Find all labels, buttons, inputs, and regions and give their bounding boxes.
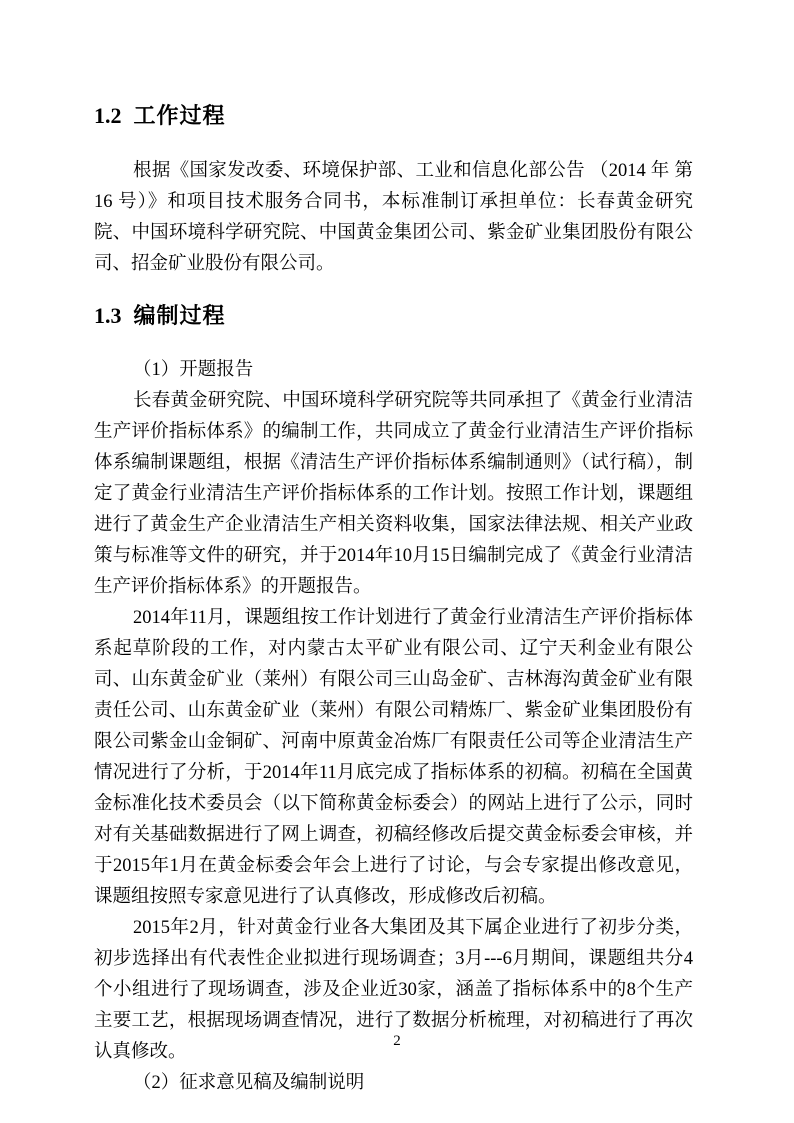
paragraph-field-survey: 2015年2月，针对黄金行业各大集团及其下属企业进行了初步分类，初步选择出有代表性企业拟进行现场调查；3月---6月期间，课题组共分4个小组进行了现场调查，涉及企业近30家，涵盖了指标体系中的8个生产主要工艺，根据现场调查情况，进行了数据分析梳理，对初稿进行了再次认真修改。 <box>94 918 693 1062</box>
section-heading-1-3 <box>94 303 226 329</box>
section-number: 1.2 <box>94 103 122 128</box>
paragraph-kickoff-report: 长春黄金研究院、中国环境科学研究院等共同承担了《黄金行业清洁生产评价指标体系》的编制工作，共同成立了黄金行业清洁生产评价指标体系编制课题组，根据《清洁生产评价指标体系编制通则》（试行稿），制定了黄金行业清洁生产评价指标体系的工作计划。按照工作计划，课题组进行了黄金生产企业清洁生产相关资料收集，国家法律法规、相关产业政策与标准等文件的研究，并于2014年10月15日编制完成了《黄金行业清洁生产评价指标体系》的开题报告。 <box>94 391 693 597</box>
section-1-3-body <box>94 355 693 1099</box>
subitem-1-label: （1）开题报告 <box>133 360 254 380</box>
section-title: 编制过程 <box>133 303 226 328</box>
section-heading-1-2 <box>94 103 226 129</box>
page-content <box>94 0 693 1123</box>
paragraph-drafting-stage: 2014年11月，课题组按工作计划进行了黄金行业清洁生产评价指标体系起草阶段的工作，对内蒙古太平矿业有限公司、辽宁天利金业有限公司、山东黄金矿业（莱州）有限公司三山岛金矿、吉林海沟黄金矿业有限责任公司、山东黄金矿业（莱州）有限公司精炼厂、紫金矿业集团股份有限公司紫金山金铜矿、河南中原黄金冶炼厂有限责任公司等企业清洁生产情况进行了分析，于2014年11月底完成了指标体系的初稿。初稿在全国黄金标准化技术委员会（以下简称黄金标委会）的网站上进行了公示，同时对有关基础数据进行了网上调查，初稿经修改后提交黄金标委会审核，并于2015年1月在黄金标委会年会上进行了讨论，与会专家提出修改意见，课题组按照专家意见进行了认真修改，形成修改后初稿。 <box>94 608 693 907</box>
section-number: 1.3 <box>94 303 122 328</box>
section-title: 工作过程 <box>133 103 226 128</box>
paragraph-work-process: 根据《国家发改委、环境保护部、工业和信息化部公告 （2014 年 第 16 号）》和项目技术服务合同书，本标准制订承担单位：长春黄金研究院、中国环境科学研究院、中国黄金集团公司、紫金矿业集团股份有限公司、招金矿业股份有限公司。 <box>94 161 693 274</box>
subitem-2-label: （2）征求意见稿及编制说明 <box>133 1073 365 1093</box>
page-number: 2 <box>393 1033 401 1049</box>
